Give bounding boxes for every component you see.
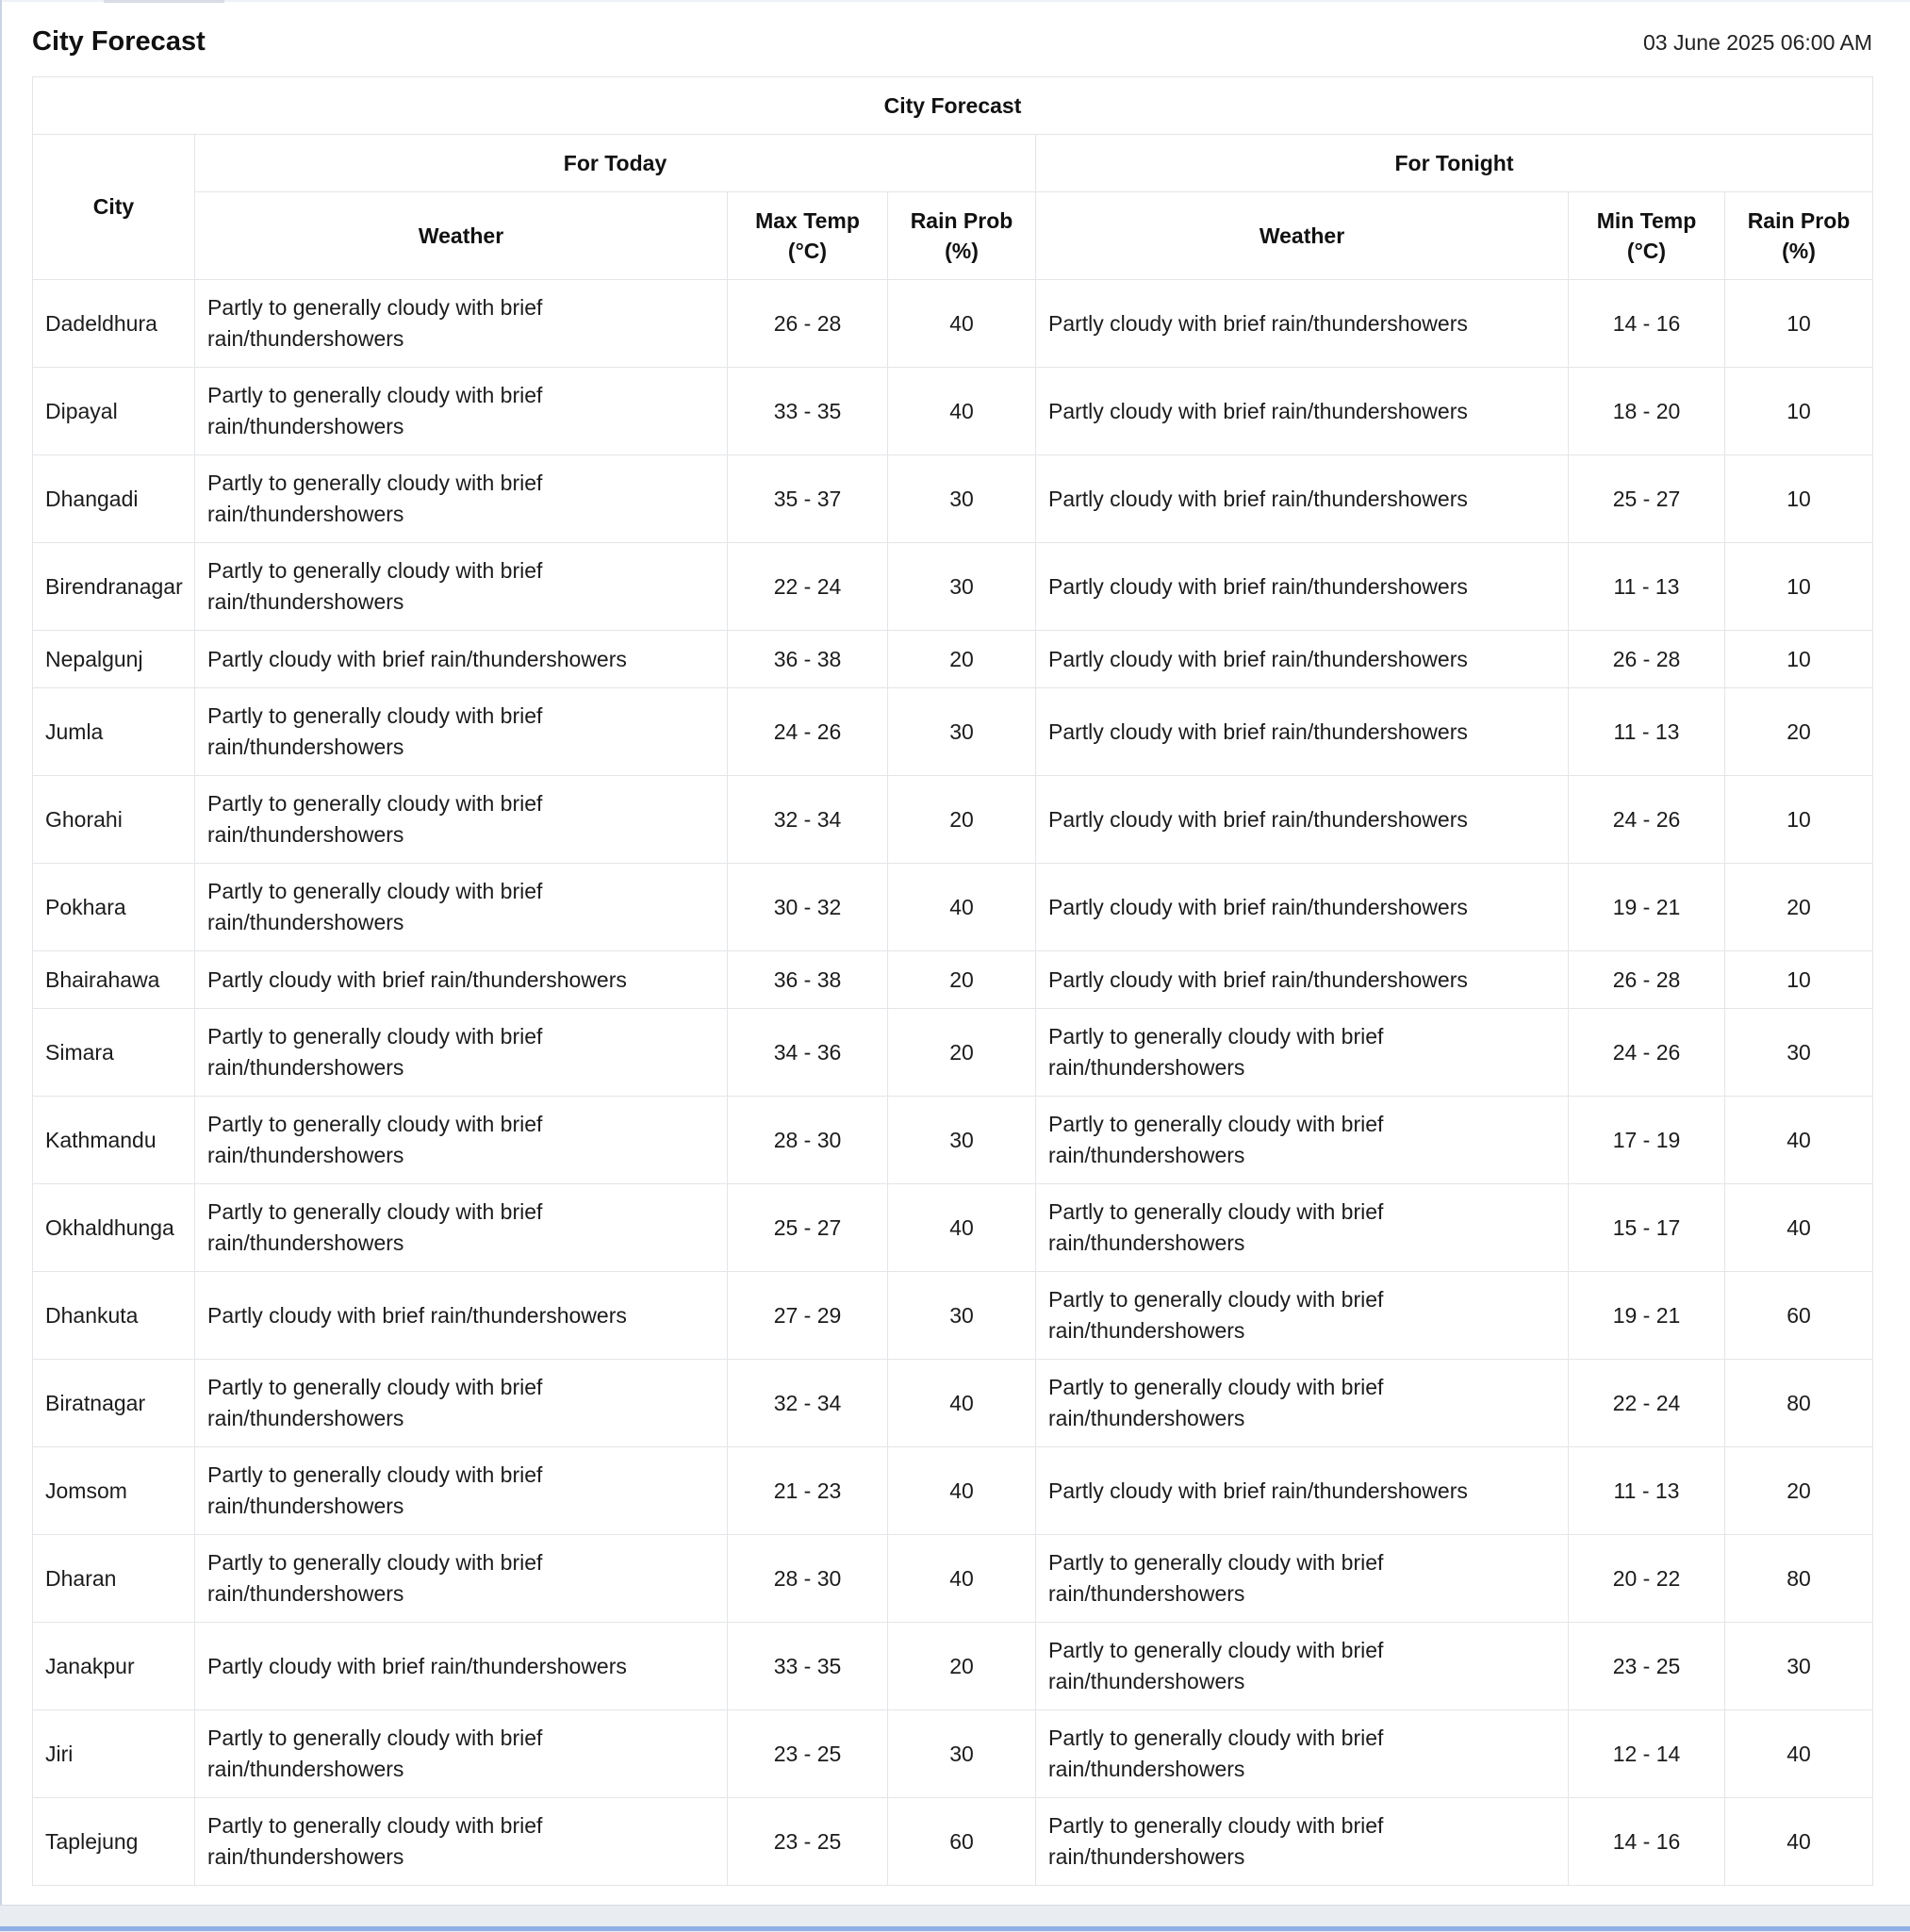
max-temp-cell: 23 - 25 (728, 1798, 888, 1886)
table-row (33, 1184, 1873, 1272)
tonight-weather-cell: Partly cloudy with brief rain/thundershowers (1036, 280, 1569, 368)
today-rain-prob-cell: 40 (888, 368, 1036, 455)
tonight-weather-cell: Partly to generally cloudy with brief rain/thundershowers (1036, 1184, 1569, 1272)
today-rain-prob-cell: 30 (888, 455, 1036, 543)
city-cell: Taplejung (33, 1798, 195, 1886)
tonight-rain-prob-cell: 10 (1725, 631, 1873, 688)
max-temp-cell: 32 - 34 (728, 1360, 888, 1447)
table-row (33, 1272, 1873, 1360)
tonight-rain-prob-cell: 40 (1725, 1184, 1873, 1272)
tonight-rain-prob-cell: 30 (1725, 1009, 1873, 1097)
city-cell: Pokhara (33, 864, 195, 951)
tonight-rain-prob-cell: 30 (1725, 1623, 1873, 1710)
today-rain-prob-cell: 40 (888, 280, 1036, 368)
today-rain-prob-cell: 60 (888, 1798, 1036, 1886)
max-temp-cell: 35 - 37 (728, 455, 888, 543)
today-weather-cell: Partly to generally cloudy with brief rain/thundershowers (195, 455, 728, 543)
max-temp-header: Max Temp (°C) (728, 192, 888, 280)
tonight-rain-prob-cell: 20 (1725, 1447, 1873, 1535)
tonight-weather-cell: Partly cloudy with brief rain/thundershowers (1036, 455, 1569, 543)
table-row (33, 1710, 1873, 1798)
table-column-row (33, 192, 1873, 280)
tonight-rain-prob-cell: 10 (1725, 543, 1873, 631)
min-temp-cell: 24 - 26 (1569, 1009, 1725, 1097)
min-temp-cell: 26 - 28 (1569, 631, 1725, 688)
city-cell: Kathmandu (33, 1097, 195, 1184)
min-temp-cell: 14 - 16 (1569, 280, 1725, 368)
tonight-rain-prob-cell: 20 (1725, 864, 1873, 951)
city-cell: Dhankuta (33, 1272, 195, 1360)
today-weather-cell: Partly to generally cloudy with brief rain/thundershowers (195, 1447, 728, 1535)
min-temp-cell: 18 - 20 (1569, 368, 1725, 455)
tonight-weather-cell: Partly to generally cloudy with brief rain/thundershowers (1036, 1535, 1569, 1623)
forecast-table-container (32, 76, 1872, 1886)
today-rain-prob-cell: 40 (888, 1360, 1036, 1447)
city-cell: Dhangadi (33, 455, 195, 543)
table-row (33, 455, 1873, 543)
today-rain-prob-cell: 30 (888, 1710, 1036, 1798)
tonight-weather-header: Weather (1036, 192, 1569, 280)
tonight-weather-cell: Partly cloudy with brief rain/thundershowers (1036, 631, 1569, 688)
city-cell: Jiri (33, 1710, 195, 1798)
window-left-edge (0, 0, 2, 1931)
tonight-weather-cell: Partly to generally cloudy with brief rain/thundershowers (1036, 1097, 1569, 1184)
today-weather-cell: Partly to generally cloudy with brief rain/thundershowers (195, 864, 728, 951)
max-temp-cell: 26 - 28 (728, 280, 888, 368)
table-row (33, 280, 1873, 368)
max-temp-cell: 30 - 32 (728, 864, 888, 951)
today-weather-cell: Partly to generally cloudy with brief rain/thundershowers (195, 688, 728, 776)
max-temp-cell: 33 - 35 (728, 368, 888, 455)
tonight-weather-cell: Partly cloudy with brief rain/thundershowers (1036, 864, 1569, 951)
table-row (33, 1535, 1873, 1623)
min-temp-cell: 15 - 17 (1569, 1184, 1725, 1272)
table-row (33, 1097, 1873, 1184)
forecast-table-body (33, 280, 1873, 1886)
table-row (33, 1623, 1873, 1710)
min-temp-cell: 24 - 26 (1569, 776, 1725, 864)
today-rain-prob-cell: 20 (888, 1009, 1036, 1097)
tonight-weather-cell: Partly cloudy with brief rain/thundershowers (1036, 1447, 1569, 1535)
table-row (33, 631, 1873, 688)
today-weather-cell: Partly cloudy with brief rain/thundershowers (195, 951, 728, 1009)
max-temp-cell: 36 - 38 (728, 951, 888, 1009)
max-temp-cell: 25 - 27 (728, 1184, 888, 1272)
city-cell: Nepalgunj (33, 631, 195, 688)
today-rain-prob-cell: 30 (888, 1097, 1036, 1184)
today-weather-cell: Partly to generally cloudy with brief rain/thundershowers (195, 776, 728, 864)
today-weather-cell: Partly to generally cloudy with brief rain/thundershowers (195, 1535, 728, 1623)
city-cell: Dadeldhura (33, 280, 195, 368)
min-temp-cell: 11 - 13 (1569, 1447, 1725, 1535)
tonight-rain-prob-cell: 40 (1725, 1097, 1873, 1184)
table-row (33, 864, 1873, 951)
today-weather-cell: Partly to generally cloudy with brief rain/thundershowers (195, 1798, 728, 1886)
min-temp-cell: 11 - 13 (1569, 543, 1725, 631)
today-rain-prob-cell: 40 (888, 1447, 1036, 1535)
city-cell: Dharan (33, 1535, 195, 1623)
table-caption-row (33, 77, 1873, 135)
tonight-rain-prob-cell: 20 (1725, 688, 1873, 776)
city-cell: Simara (33, 1009, 195, 1097)
tonight-rain-prob-cell: 80 (1725, 1535, 1873, 1623)
tonight-weather-cell: Partly to generally cloudy with brief rain/thundershowers (1036, 1360, 1569, 1447)
tonight-rain-prob-cell: 40 (1725, 1710, 1873, 1798)
forecast-table (32, 76, 1873, 1886)
today-weather-cell: Partly to generally cloudy with brief rain/thundershowers (195, 1097, 728, 1184)
today-weather-cell: Partly cloudy with brief rain/thundershowers (195, 631, 728, 688)
tonight-weather-cell: Partly cloudy with brief rain/thundershowers (1036, 688, 1569, 776)
tonight-rain-prob-cell: 80 (1725, 1360, 1873, 1447)
card-title: City Forecast (32, 26, 206, 57)
table-row (33, 776, 1873, 864)
today-weather-cell: Partly to generally cloudy with brief rain/thundershowers (195, 1184, 728, 1272)
today-rain-prob-cell: 30 (888, 1272, 1036, 1360)
max-temp-cell: 36 - 38 (728, 631, 888, 688)
max-temp-cell: 23 - 25 (728, 1710, 888, 1798)
today-weather-cell: Partly cloudy with brief rain/thundershowers (195, 1272, 728, 1360)
today-rain-prob-cell: 20 (888, 631, 1036, 688)
today-weather-header: Weather (195, 192, 728, 280)
table-row (33, 1798, 1873, 1886)
bottom-accent-line (0, 1926, 1910, 1931)
tonight-rain-prob-cell: 40 (1725, 1798, 1873, 1886)
city-column-header: City (33, 135, 195, 280)
city-cell: Birendranagar (33, 543, 195, 631)
table-row (33, 951, 1873, 1009)
table-group-row (33, 135, 1873, 192)
table-caption: City Forecast (33, 77, 1873, 135)
min-temp-cell: 25 - 27 (1569, 455, 1725, 543)
for-today-group-header: For Today (195, 135, 1036, 192)
max-temp-cell: 34 - 36 (728, 1009, 888, 1097)
min-temp-cell: 20 - 22 (1569, 1535, 1725, 1623)
max-temp-cell: 28 - 30 (728, 1535, 888, 1623)
today-weather-cell: Partly to generally cloudy with brief rain/thundershowers (195, 1009, 728, 1097)
tonight-rain-prob-cell: 10 (1725, 280, 1873, 368)
today-rain-prob-cell: 20 (888, 1623, 1036, 1710)
max-temp-cell: 28 - 30 (728, 1097, 888, 1184)
today-weather-cell: Partly to generally cloudy with brief rain/thundershowers (195, 368, 728, 455)
min-temp-cell: 17 - 19 (1569, 1097, 1725, 1184)
max-temp-cell: 22 - 24 (728, 543, 888, 631)
today-rain-prob-cell: 40 (888, 1184, 1036, 1272)
city-cell: Ghorahi (33, 776, 195, 864)
tonight-weather-cell: Partly to generally cloudy with brief rain/thundershowers (1036, 1272, 1569, 1360)
table-row (33, 1447, 1873, 1535)
tonight-weather-cell: Partly cloudy with brief rain/thundershowers (1036, 368, 1569, 455)
tonight-rain-prob-header: Rain Prob (%) (1725, 192, 1873, 280)
today-rain-prob-cell: 40 (888, 864, 1036, 951)
tonight-weather-cell: Partly cloudy with brief rain/thundershowers (1036, 543, 1569, 631)
today-rain-prob-cell: 30 (888, 688, 1036, 776)
today-rain-prob-cell: 20 (888, 776, 1036, 864)
max-temp-cell: 32 - 34 (728, 776, 888, 864)
min-temp-cell: 12 - 14 (1569, 1710, 1725, 1798)
table-row (33, 688, 1873, 776)
tonight-weather-cell: Partly cloudy with brief rain/thundershowers (1036, 951, 1569, 1009)
tonight-weather-cell: Partly to generally cloudy with brief rain/thundershowers (1036, 1009, 1569, 1097)
min-temp-cell: 23 - 25 (1569, 1623, 1725, 1710)
city-cell: Biratnagar (33, 1360, 195, 1447)
min-temp-cell: 26 - 28 (1569, 951, 1725, 1009)
table-row (33, 1360, 1873, 1447)
min-temp-cell: 22 - 24 (1569, 1360, 1725, 1447)
city-cell: Jumla (33, 688, 195, 776)
window-top-edge (0, 0, 1910, 2)
city-cell: Dipayal (33, 368, 195, 455)
tonight-weather-cell: Partly to generally cloudy with brief rain/thundershowers (1036, 1623, 1569, 1710)
for-tonight-group-header: For Tonight (1036, 135, 1873, 192)
city-cell: Janakpur (33, 1623, 195, 1710)
tonight-weather-cell: Partly cloudy with brief rain/thundershowers (1036, 776, 1569, 864)
min-temp-cell: 19 - 21 (1569, 864, 1725, 951)
city-cell: Bhairahawa (33, 951, 195, 1009)
today-weather-cell: Partly to generally cloudy with brief rain/thundershowers (195, 543, 728, 631)
table-row (33, 1009, 1873, 1097)
tonight-weather-cell: Partly to generally cloudy with brief rain/thundershowers (1036, 1710, 1569, 1798)
today-rain-prob-cell: 20 (888, 951, 1036, 1009)
today-rain-prob-cell: 30 (888, 543, 1036, 631)
min-temp-cell: 14 - 16 (1569, 1798, 1725, 1886)
today-weather-cell: Partly to generally cloudy with brief rain/thundershowers (195, 1360, 728, 1447)
tonight-rain-prob-cell: 10 (1725, 455, 1873, 543)
min-temp-cell: 11 - 13 (1569, 688, 1725, 776)
forecast-date: 03 June 2025 06:00 AM (1643, 30, 1872, 55)
tonight-weather-cell: Partly to generally cloudy with brief rain/thundershowers (1036, 1798, 1569, 1886)
max-temp-cell: 33 - 35 (728, 1623, 888, 1710)
min-temp-header: Min Temp (°C) (1569, 192, 1725, 280)
tonight-rain-prob-cell: 10 (1725, 951, 1873, 1009)
max-temp-cell: 24 - 26 (728, 688, 888, 776)
today-rain-prob-header: Rain Prob (%) (888, 192, 1036, 280)
min-temp-cell: 19 - 21 (1569, 1272, 1725, 1360)
today-weather-cell: Partly to generally cloudy with brief rain/thundershowers (195, 1710, 728, 1798)
today-weather-cell: Partly to generally cloudy with brief rain/thundershowers (195, 280, 728, 368)
tab-indicator (104, 0, 224, 3)
city-cell: Jomsom (33, 1447, 195, 1535)
tonight-rain-prob-cell: 60 (1725, 1272, 1873, 1360)
max-temp-cell: 27 - 29 (728, 1272, 888, 1360)
today-rain-prob-cell: 40 (888, 1535, 1036, 1623)
today-weather-cell: Partly cloudy with brief rain/thundershowers (195, 1623, 728, 1710)
table-row (33, 543, 1873, 631)
max-temp-cell: 21 - 23 (728, 1447, 888, 1535)
tonight-rain-prob-cell: 10 (1725, 368, 1873, 455)
tonight-rain-prob-cell: 10 (1725, 776, 1873, 864)
city-cell: Okhaldhunga (33, 1184, 195, 1272)
table-row (33, 368, 1873, 455)
